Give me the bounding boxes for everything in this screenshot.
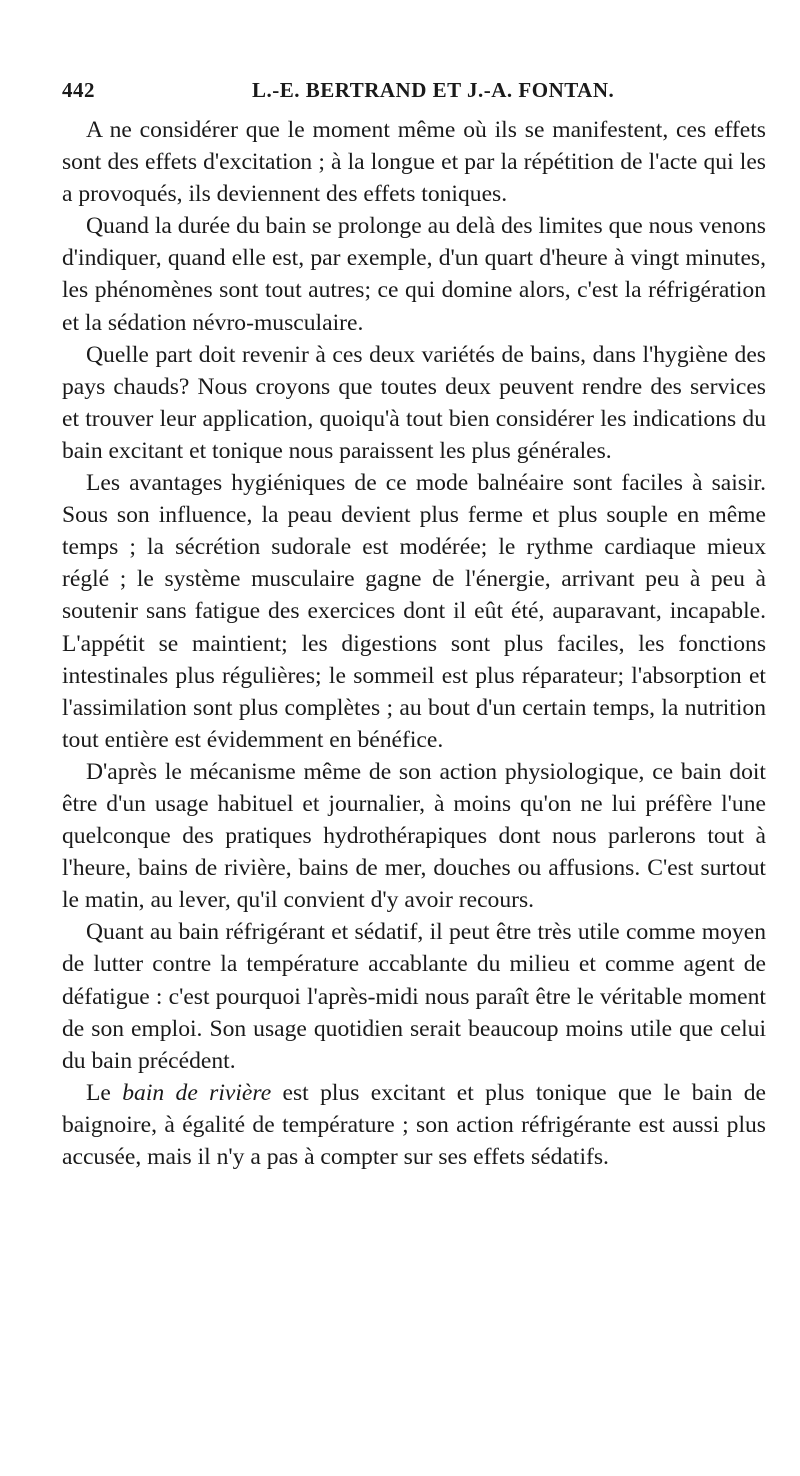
body-text xyxy=(62,114,766,1173)
paragraph: A ne considérer que le moment même où ils se manifestent, ces effets sont des effets d'excitation ; à la longue et par la répétition de l'acte qui les a provoqués, ils deviennent des effets toniques. xyxy=(62,117,766,208)
paragraph-last xyxy=(62,1077,766,1173)
paragraph: Quelle part doit revenir à ces deux variétés de bains, dans l'hygiène des pays chauds? Nous croyons que toutes deux peuvent rendre des services et trouver leur application, quoiqu'à tout bien considérer les indications du bain excitant et tonique nous paraissent les plus générales. xyxy=(62,341,766,464)
paragraph: D'après le mécanisme même de son action physiologique, ce bain doit être d'un usage habituel et journalier, à moins qu'on ne lui préfère l'une quelconque des pratiques hydrothérapiques dont nous parlerons tout à l'heure, bains de rivière, bains de mer, douches ou affusions. C'est surtout le matin, au lever, qu'il convient d'y avoir recours. xyxy=(62,758,766,914)
paragraph: Quant au bain réfrigérant et sédatif, il peut être très utile comme moyen de lutter contre la température accablante du milieu et comme agent de défatigue : c'est pourquoi l'après-midi nous paraît être le véritable moment de son emploi. Son usage quotidien serait beaucoup moins utile que celui du bain précédent. xyxy=(62,919,766,1074)
page-number: 442 xyxy=(62,78,95,102)
paragraph-rest: est plus excitant et plus tonique que le bain de baignoire, à égalité de température ; son action réfrigérante est aussi plus accusée, mais il n'y a pas à compter sur ses effets sédatifs. xyxy=(62,1079,766,1170)
paragraph: Les avantages hygiéniques de ce mode balnéaire sont faciles à saisir. Sous son influence, la peau devient plus ferme et plus souple en même temps ; la sécrétion sudorale est modérée; le rythme cardiaque mieux réglé ; le système musculaire gagne de l'énergie, arrivant peu à peu à soutenir sans fatigue des exercices dont il eût été, auparavant, incapable. L'appétit se maintient; les digestions sont plus faciles, les fonctions intestinales plus régulières; le sommeil est plus réparateur; l'absorption et l'assimilation sont plus complètes ; au bout d'un certain temps, la nutrition tout entière est évidemment en bénéfice. xyxy=(62,470,766,753)
running-head: L.-E. BERTRAND ET J.-A. FONTAN. xyxy=(252,78,615,102)
paragraph: Quand la durée du bain se prolonge au delà des limites que nous venons d'indiquer, quand elle est, par exemple, d'un quart d'heure à vingt minutes, les phénomènes sont tout autres; ce qui domine alors, c'est la réfrigération et la sédation névro-musculaire. xyxy=(62,213,766,336)
paragraph-lead: Le xyxy=(86,1079,123,1106)
italic-term: bain de rivière xyxy=(122,1079,272,1106)
